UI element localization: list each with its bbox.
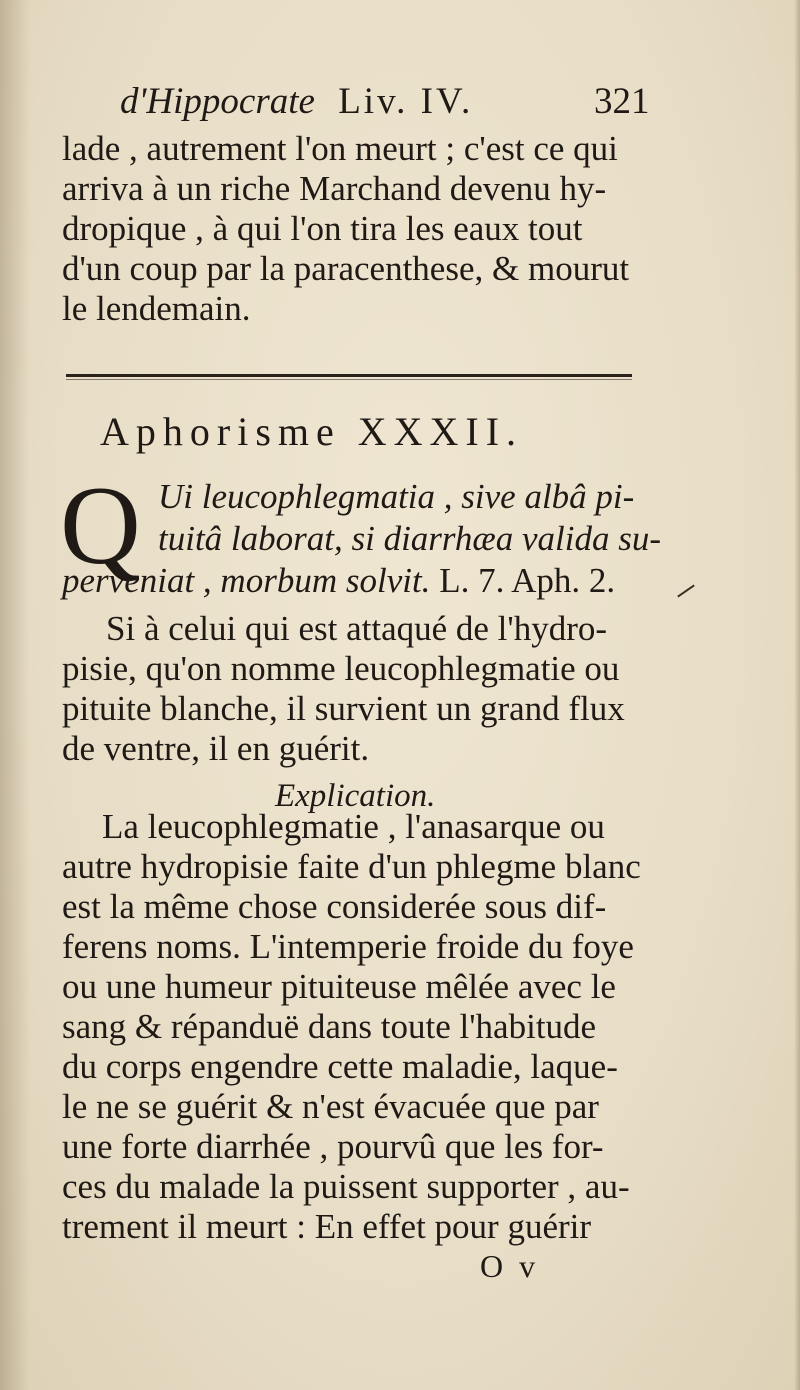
- text-line: autre hydropisie faite d'un phlegme blanc: [62, 847, 641, 886]
- text-line: du corps engendre cette maladie, laque-: [62, 1047, 618, 1086]
- aphorism-reference: L. 7. Aph. 2.: [439, 561, 616, 600]
- drop-cap: Q: [60, 464, 141, 588]
- running-title: d'Hippocrate: [120, 81, 315, 122]
- text-line: d'un coup par la paracenthese, & mourut: [62, 249, 630, 288]
- section-divider: [66, 374, 632, 377]
- text-line: est la même chose considerée sous dif-: [62, 887, 607, 926]
- text-line: pisie, qu'on nomme leucophlegmatie ou: [62, 649, 620, 688]
- text-line: le lendemain.: [62, 289, 251, 328]
- spine-shadow: [0, 0, 30, 1390]
- margin-mark: [677, 584, 695, 597]
- latin-text: perveniat , morbum solvit.: [62, 561, 431, 600]
- latin-line: [62, 562, 662, 600]
- text-line: lade , autrement l'on meurt ; c'est ce qui: [62, 129, 618, 168]
- running-header: [120, 80, 650, 123]
- aphorism-title: Aphorisme XXXII.: [100, 409, 524, 454]
- book-number: Liv. IV.: [338, 81, 474, 122]
- text-line: dropique , à qui l'on tira les eaux tout: [62, 209, 583, 248]
- page-edge: [794, 0, 800, 1390]
- text-line: ou une humeur pituiteuse mêlée avec le: [62, 967, 616, 1006]
- explication-heading: Explication.: [275, 778, 436, 814]
- latin-line: Ui leucophlegmatia , sive albâ pi-: [158, 477, 635, 516]
- text-line: une forte diarrhée , pourvû que les for-: [62, 1127, 604, 1166]
- text-line: ces du malade la puissent supporter , au-: [62, 1167, 630, 1206]
- text-line: de ventre, il en guérit.: [62, 729, 370, 768]
- text-line: trement il meurt : En effet pour guérir: [62, 1207, 592, 1246]
- text-line: pituite blanche, il survient un grand flux: [62, 689, 625, 728]
- text-line: arriva à un riche Marchand devenu hy-: [62, 169, 607, 208]
- signature-mark: O v: [480, 1248, 540, 1284]
- text-line: ferens noms. L'intemperie froide du foye: [62, 927, 634, 966]
- latin-line: tuitâ laborat, si diarrhæa valida su-: [158, 519, 662, 558]
- text-line: le ne se guérit & n'est évacuée que par: [62, 1087, 599, 1126]
- text-line: Si à celui qui est attaqué de l'hydro-: [106, 609, 608, 648]
- text-line: sang & répanduë dans toute l'habitude: [62, 1007, 597, 1046]
- page-number: 321: [594, 81, 650, 122]
- text-line: La leucophlegmatie , l'anasarque ou: [102, 807, 605, 846]
